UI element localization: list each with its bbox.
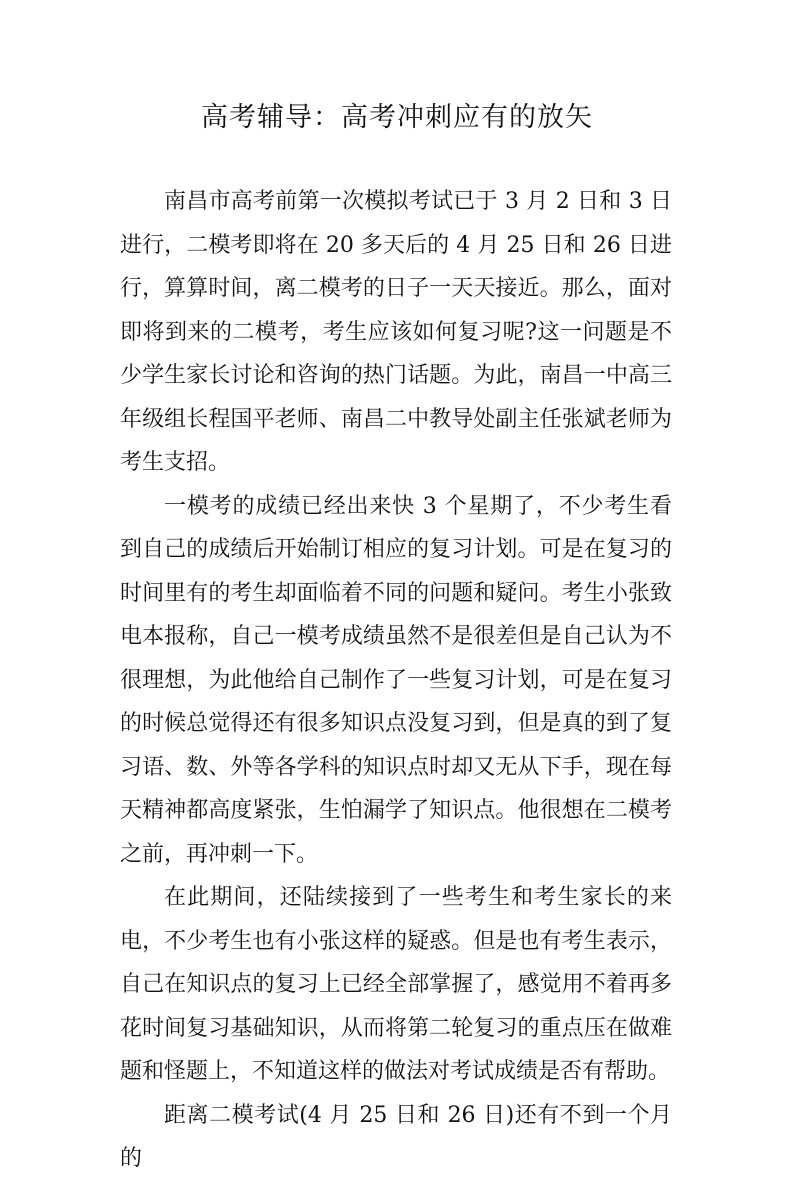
paragraph-2: 一模考的成绩已经出来快 3 个星期了，不少考生看到自己的成绩后开始制订相应的复习计划。可是在复习的时间里有的考生却面临着不同的问题和疑问。考生小张致电本报称，自己一模考成绩虽然不是很差但是自己认为不很理想，为此他给自己制作了一些复习计划，可是在复习的时候总觉得还有很多知识点没复习到，但是真的到了复习语、数、外等各学科的知识点时却又无从下手，现在每天精神都高度紧张，生怕漏学了知识点。他很想在二模考之前，再冲刺一下。 bbox=[120, 493, 672, 867]
document-title: 高考辅导：高考冲刺应有的放矢 bbox=[201, 102, 593, 133]
paragraph-4: 距离二模考试(4 月 25 日和 26 日)还有不到一个月的 bbox=[120, 1102, 672, 1171]
document-body bbox=[120, 180, 672, 1181]
paragraph-1: 南昌市高考前第一次模拟考试已于 3 月 2 日和 3 日进行，二模考即将在 20 多天后的 4 月 25 日和 26 日进行，算算时间，离二模考的日子一天天接近。那么，面对即将到来的二模考，考生应该如何复习呢?这一问题是不少学生家长讨论和咨询的热门话题。为此，南昌一中高三年级组长程国平老师、南昌二中教导处副主任张斌老师为考生支招。 bbox=[120, 189, 672, 475]
paragraph-3: 在此期间，还陆续接到了一些考生和考生家长的来电，不少考生也有小张这样的疑惑。但是也有考生表示，自己在知识点的复习上已经全部掌握了，感觉用不着再多花时间复习基础知识，从而将第二轮复习的重点压在做难题和怪题上，不知道这样的做法对考试成绩是否有帮助。 bbox=[120, 885, 672, 1084]
